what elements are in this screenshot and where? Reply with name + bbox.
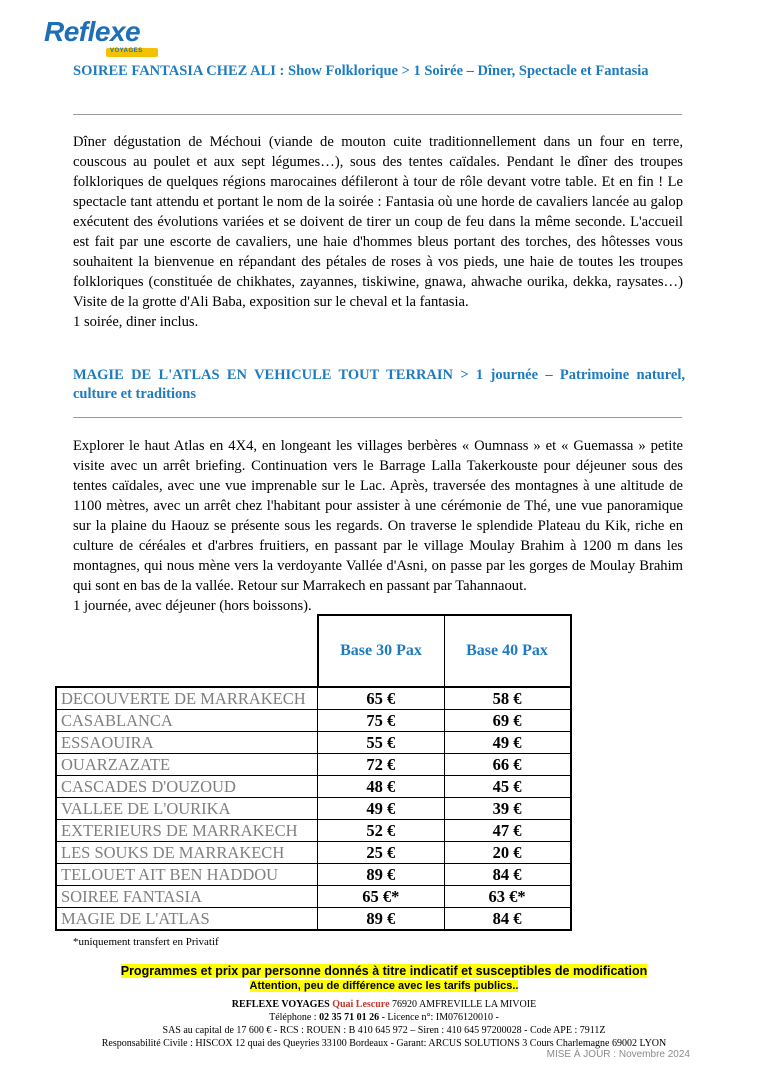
notice-line-1: Programmes et prix par personne donnés à titre indicatif et susceptibles de modification <box>120 964 648 978</box>
footer-legal: SAS au capital de 17 600 € - RCS : ROUEN : B 410 645 972 – Siren : 410 645 97200028 - Code APE : 7911Z <box>162 1025 606 1036</box>
price-30-cell: 75 € <box>318 710 445 732</box>
destination-cell: DECOUVERTE DE MARRAKECH <box>56 687 318 710</box>
table-row <box>56 864 571 886</box>
price-40-cell: 84 € <box>444 864 571 886</box>
destination-cell: LES SOUKS DE MARRAKECH <box>56 842 318 864</box>
destination-cell: OUARZAZATE <box>56 754 318 776</box>
destination-cell: MAGIE DE L'ATLAS <box>56 908 318 931</box>
footer-company: REFLEXE VOYAGES <box>231 999 330 1010</box>
header-base-40: Base 40 Pax <box>444 615 571 687</box>
price-30-cell: 55 € <box>318 732 445 754</box>
destination-cell: ESSAOUIRA <box>56 732 318 754</box>
table-row <box>56 754 571 776</box>
table-row <box>56 886 571 908</box>
table-row <box>56 732 571 754</box>
footer-phone-line: Téléphone : 02 35 71 01 26 - Licence n°: IM076120010 - <box>269 1012 499 1023</box>
price-40-cell: 47 € <box>444 820 571 842</box>
table-row <box>56 820 571 842</box>
price-note: *uniquement transfert en Privatif <box>73 936 219 948</box>
price-40-cell: 45 € <box>444 776 571 798</box>
table-row <box>56 798 571 820</box>
price-30-cell: 89 € <box>318 908 445 931</box>
price-30-cell: 72 € <box>318 754 445 776</box>
price-30-cell: 48 € <box>318 776 445 798</box>
destination-cell: EXTERIEURS DE MARRAKECH <box>56 820 318 842</box>
price-40-cell: 63 €* <box>444 886 571 908</box>
header-base-30: Base 30 Pax <box>318 615 445 687</box>
price-30-cell: 25 € <box>318 842 445 864</box>
footer-phone: 02 35 71 01 26 <box>319 1012 380 1023</box>
price-40-cell: 66 € <box>444 754 571 776</box>
table-row <box>56 710 571 732</box>
price-table-header <box>56 615 571 687</box>
price-40-cell: 58 € <box>444 687 571 710</box>
price-40-cell: 49 € <box>444 732 571 754</box>
footer-licence: - Licence n°: IM076120010 - <box>381 1012 499 1023</box>
footer-company-line <box>0 998 768 1011</box>
price-40-cell: 20 € <box>444 842 571 864</box>
section-title-fantasia: SOIREE FANTASIA CHEZ ALI : Show Folklorique > 1 Soirée – Dîner, Spectacle et Fantasia <box>73 63 649 79</box>
destination-cell: CASCADES D'OUZOUD <box>56 776 318 798</box>
destination-cell: VALLEE DE L'OURIKA <box>56 798 318 820</box>
price-30-cell: 65 € <box>318 687 445 710</box>
destination-cell: SOIREE FANTASIA <box>56 886 318 908</box>
price-table <box>55 614 572 931</box>
destination-cell: TELOUET AIT BEN HADDOU <box>56 864 318 886</box>
section-title-atlas: MAGIE DE L'ATLAS EN VEHICULE TOUT TERRAIN > 1 journée – Patrimoine naturel, culture et traditions <box>73 367 685 402</box>
price-30-cell: 52 € <box>318 820 445 842</box>
price-40-cell: 84 € <box>444 908 571 931</box>
section-footnote-fantasia: 1 soirée, diner inclus. <box>73 314 199 330</box>
section-footnote-atlas: 1 journée, avec déjeuner (hors boissons). <box>73 598 312 614</box>
footer-address-highlight: Quai Lescure <box>332 999 390 1010</box>
price-40-cell: 69 € <box>444 710 571 732</box>
table-row <box>56 776 571 798</box>
price-30-cell: 49 € <box>318 798 445 820</box>
footer-address: 76920 AMFREVILLE LA MIVOIE <box>392 999 537 1010</box>
reflexe-logo <box>44 16 164 60</box>
divider <box>73 417 682 418</box>
logo-wordmark: Reflexe <box>44 16 141 47</box>
table-row <box>56 842 571 864</box>
footer-insurance: Responsabilité Civile : HISCOX 12 quai des Queyries 33100 Bordeaux - Garant: ARCUS SOLUTIONS 3 Cours Charlemagne 69002 LYON <box>101 1038 667 1049</box>
table-row <box>56 687 571 710</box>
section-body-atlas: Explorer le haut Atlas en 4X4, en longeant les villages berbères « Oumnass » et « Guemassa » petite visite avec un arrêt briefing. Continuation vers le Barrage Lalla Takerkouste pour déjeuner sous des tentes caïdales, avec une vue imprenable sur le Lac. Après, traversée des montagnes à une altitude de 1100 mètres, avec un arrêt chez l'habitant pour assister à une cérémonie de Thé, une vue panoramique sur la plaine du Haouz se présente sous les regards. On traverse le splendide Plateau du Kik, riche en culture de céréales et d'arbres fruitiers, en passant par le village Moulay Brahim à 1200 m dans les montagnes, qui nous mène vers la verdoyante Vallée d'Asni, on passe par les gorges de Moulay Brahim qui sont en bas de la vallée. Retour sur Marrakech en passant par Tahannaout. <box>73 438 683 594</box>
notice-line-2: Attention, peu de différence avec les tarifs publics.. <box>249 980 519 992</box>
table-row <box>56 908 571 931</box>
price-30-cell: 89 € <box>318 864 445 886</box>
destination-cell: CASABLANCA <box>56 710 318 732</box>
update-date: MISE À JOUR : Novembre 2024 <box>546 1049 690 1060</box>
price-40-cell: 39 € <box>444 798 571 820</box>
section-body-fantasia: Dîner dégustation de Méchoui (viande de mouton cuite traditionnellement dans un four en terre, couscous au poulet et aux sept légumes…), sous des tentes caïdales. Pendant le dîner des troupes folkloriques de quelques régions marocaines défileront à tour de rôle devant votre table. Et en fin ! Le spectacle tant attendu et portant le nom de la soirée : Fantasia où une horde de cavaliers lancée au galop exécutent des évolutions variées et se doivent de tirer un coup de feu dans la même seconde. L'accueil est fait par une escorte de cavaliers, une haie d'hommes bleus portant des torches, des hôtesses vous souhaitent la bienvenue en répandant des pétales de roses à vos pieds, une haie de toutes les troupes folkloriques (constituée de chikhates, zayannes, tiskiwine, gnawa, ahwache ourika, dekka, raysates…) Visite de la grotte d'Ali Baba, exposition sur le cheval et la fantasia. <box>73 134 683 310</box>
price-30-cell: 65 €* <box>318 886 445 908</box>
logo-subtitle: VOYAGES <box>110 48 143 54</box>
divider <box>73 114 682 115</box>
